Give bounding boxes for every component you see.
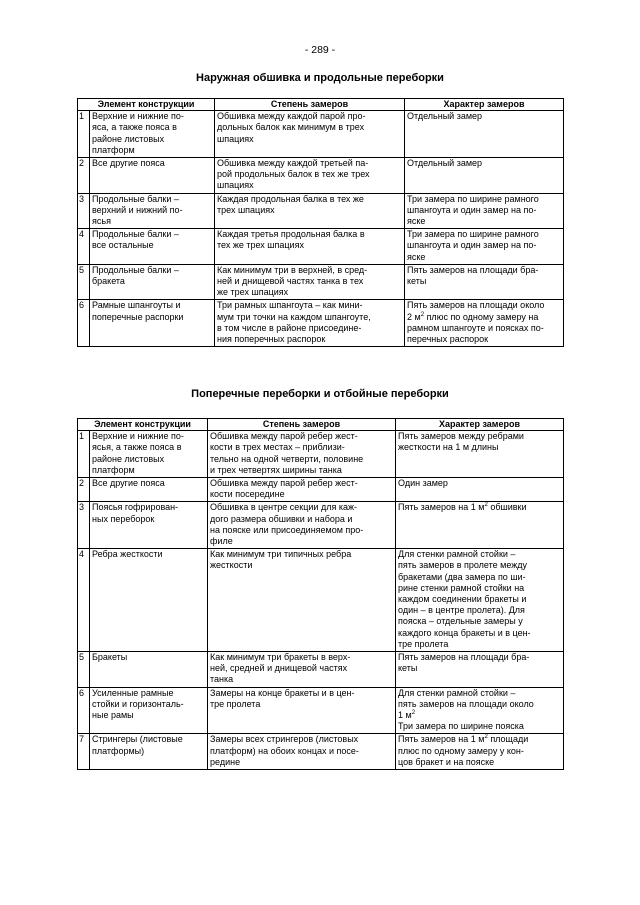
element-cell: Стрингеры (листовые платформы) <box>90 734 208 770</box>
row-number: 1 <box>78 111 90 158</box>
degree-cell: Каждая продольная балка в тех же трех шпациях <box>215 193 405 229</box>
table-row <box>78 687 564 734</box>
row-number: 4 <box>78 229 90 265</box>
superscript: 2 <box>411 710 416 717</box>
superscript: 2 <box>420 311 425 318</box>
header-element: Элемент конструкции <box>78 99 215 111</box>
hull-plating-table <box>77 98 564 347</box>
row-number: 4 <box>78 549 90 652</box>
character-cell: Отдельный замер <box>405 111 564 158</box>
superscript: 2 <box>484 502 488 509</box>
table-row <box>78 502 564 549</box>
element-cell: Продольные балки – бракета <box>90 264 215 300</box>
character-cell: Для стенки рамной стойки – пять замеров на площади около 1 $м^2$ Три замера по ширине пояска <box>396 687 564 734</box>
row-number: 6 <box>78 687 90 734</box>
table-row <box>78 229 564 265</box>
table-header-row <box>78 419 564 431</box>
character-cell: Три замера по ширине рамного шпангоута и один замер на по- яске <box>405 193 564 229</box>
header-character: Характер замеров <box>396 419 564 431</box>
table-row <box>78 264 564 300</box>
character-cell: Пять замеров на площади бра- кеты <box>405 264 564 300</box>
row-number: 2 <box>78 478 90 502</box>
element-cell: Продольные балки – верхний и нижний по- ясья <box>90 193 215 229</box>
row-number: 3 <box>78 502 90 549</box>
element-cell: Поясья гофрирован- ных переборок <box>90 502 208 549</box>
element-cell: Все другие пояса <box>90 158 215 194</box>
element-cell: Ребра жесткости <box>90 549 208 652</box>
row-number: 2 <box>78 158 90 194</box>
superscript: 2 <box>484 734 488 741</box>
character-cell: Пять замеров на 1 $м^2$ обшивки <box>396 502 564 549</box>
character-cell: Пять замеров на 1 $м^2$ площади плюс по одному замеру у кон- цов бракет и на пояске <box>396 734 564 770</box>
section-title-bulkheads: Поперечные переборки и отбойные переборки <box>191 388 449 400</box>
degree-cell: Три рамных шпангоута – как мини- мум три точки на каждом шпангоуте, в том числе в районе присоедине- ния поперечных распорок <box>215 300 405 347</box>
degree-cell: Как минимум три бракеты в верх- ней, средней и днищевой частях танка <box>208 652 396 688</box>
degree-cell: Обшивка между парой ребер жест- кости в трех местах – приблизи- тельно на одной четверти, половине и трех четвертях ширины танка <box>208 431 396 478</box>
row-number: 5 <box>78 264 90 300</box>
table-row <box>78 193 564 229</box>
character-cell: Пять замеров между ребрами жесткости на 1 м длины <box>396 431 564 478</box>
table-row <box>78 549 564 652</box>
bulkheads-table <box>77 418 564 770</box>
header-element: Элемент конструкции <box>78 419 208 431</box>
degree-cell: Замеры на конце бракеты и в цен- тре пролета <box>208 687 396 734</box>
degree-cell: Каждая третья продольная балка в тех же трех шпациях <box>215 229 405 265</box>
element-cell: Усиленные рамные стойки и горизонталь- ные рамы <box>90 687 208 734</box>
header-degree: Степень замеров <box>215 99 405 111</box>
degree-cell: Обшивка в центре секции для каж- дого размера обшивки и набора и на пояске или присоединяемом про- филе <box>208 502 396 549</box>
degree-cell: Как минимум три в верхней, в сред- ней и днищевой частях танка в тех же трех шпациях <box>215 264 405 300</box>
header-character: Характер замеров <box>405 99 564 111</box>
element-cell: Бракеты <box>90 652 208 688</box>
table-row <box>78 734 564 770</box>
table-row <box>78 158 564 194</box>
row-number: 7 <box>78 734 90 770</box>
table-row <box>78 478 564 502</box>
character-cell: Один замер <box>396 478 564 502</box>
character-cell: Отдельный замер <box>405 158 564 194</box>
row-number: 1 <box>78 431 90 478</box>
element-cell: Продольные балки – все остальные <box>90 229 215 265</box>
page-number: - 289 - <box>304 44 336 56</box>
section-title-hull: Наружная обшивка и продольные переборки <box>196 72 444 84</box>
table-body <box>78 431 564 770</box>
table-row <box>78 431 564 478</box>
table-body <box>78 111 564 347</box>
row-number: 6 <box>78 300 90 347</box>
character-cell: Пять замеров на площади около 2 $м^2$ плюс по одному замеру на рамном шпангоуте и поясках по- перечных распорок <box>405 300 564 347</box>
table-header-row <box>78 99 564 111</box>
table-row <box>78 652 564 688</box>
degree-cell: Обшивка между каждой третьей па- рой продольных балок в тех же трех шпациях <box>215 158 405 194</box>
character-cell: Три замера по ширине рамного шпангоута и один замер на по- яске <box>405 229 564 265</box>
row-number: 3 <box>78 193 90 229</box>
table-row <box>78 300 564 347</box>
header-degree: Степень замеров <box>208 419 396 431</box>
element-cell: Рамные шпангоуты и поперечные распорки <box>90 300 215 347</box>
element-cell: Все другие пояса <box>90 478 208 502</box>
element-cell: Верхние и нижние по- ясья, а также пояса в районе листовых платформ <box>90 431 208 478</box>
degree-cell: Обшивка между каждой парой про- дольных балок как минимум в трех шпациях <box>215 111 405 158</box>
table-row <box>78 111 564 158</box>
character-cell: Пять замеров на площади бра- кеты <box>396 652 564 688</box>
element-cell: Верхние и нижние по- яса, а также пояса в районе листовых платформ <box>90 111 215 158</box>
degree-cell: Замеры всех стрингеров (листовых платформ) на обоих концах и посе- редине <box>208 734 396 770</box>
degree-cell: Как минимум три типичных ребра жесткости <box>208 549 396 652</box>
degree-cell: Обшивка между парой ребер жест- кости посередине <box>208 478 396 502</box>
row-number: 5 <box>78 652 90 688</box>
character-cell: Для стенки рамной стойки – пять замеров в пролете между бракетами (два замера по ши- рине стенки рамной стойки на каждом соединении бракеты и один – в центре пролета). Для пояска – отдельные замеры у каждого конца бракеты и в цен- тре пролета <box>396 549 564 652</box>
